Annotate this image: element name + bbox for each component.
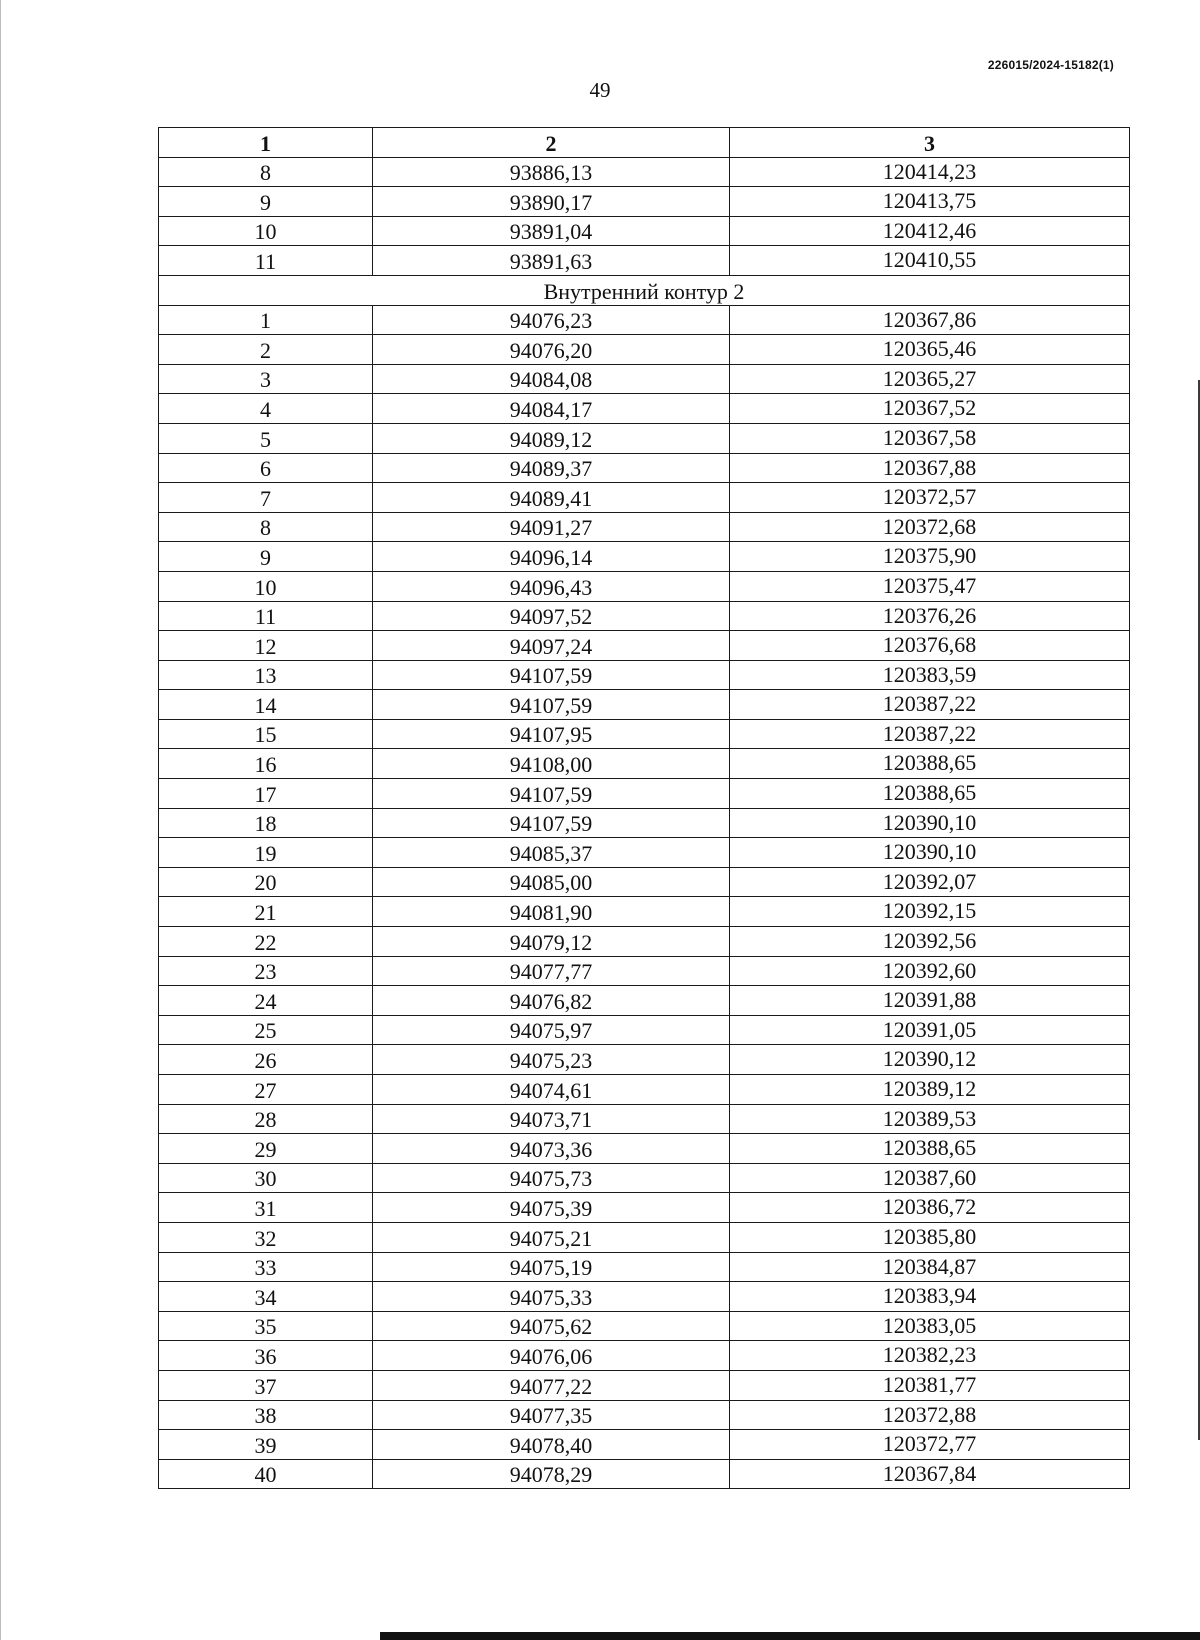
y-coordinate-cell: 120372,88 xyxy=(730,1400,1130,1430)
point-number-cell: 10 xyxy=(159,571,373,601)
x-coordinate-cell: 94077,77 xyxy=(373,956,730,986)
table-row xyxy=(159,956,1130,986)
point-number-cell: 13 xyxy=(159,660,373,690)
x-coordinate-cell: 94089,37 xyxy=(373,453,730,483)
point-number-cell: 32 xyxy=(159,1222,373,1252)
y-coordinate-cell: 120387,22 xyxy=(730,690,1130,720)
table-row xyxy=(159,1015,1130,1045)
point-number-cell: 10 xyxy=(159,216,373,246)
header-row xyxy=(159,128,1130,158)
point-number-cell: 12 xyxy=(159,631,373,661)
point-number-cell: 23 xyxy=(159,956,373,986)
point-number-cell: 19 xyxy=(159,838,373,868)
y-coordinate-cell: 120385,80 xyxy=(730,1222,1130,1252)
y-coordinate-cell: 120386,72 xyxy=(730,1193,1130,1223)
y-coordinate-cell: 120388,65 xyxy=(730,1134,1130,1164)
x-coordinate-cell: 94075,19 xyxy=(373,1252,730,1282)
x-coordinate-cell: 94073,71 xyxy=(373,1104,730,1134)
x-coordinate-cell: 94076,82 xyxy=(373,986,730,1016)
x-coordinate-cell: 94078,29 xyxy=(373,1459,730,1489)
point-number-cell: 11 xyxy=(159,246,373,276)
x-coordinate-cell: 94078,40 xyxy=(373,1430,730,1460)
y-coordinate-cell: 120383,94 xyxy=(730,1282,1130,1312)
table-row xyxy=(159,1400,1130,1430)
y-coordinate-cell: 120387,60 xyxy=(730,1163,1130,1193)
y-coordinate-cell: 120367,86 xyxy=(730,305,1130,335)
scan-left-edge xyxy=(0,0,1,1640)
point-number-cell: 9 xyxy=(159,187,373,217)
x-coordinate-cell: 94107,59 xyxy=(373,660,730,690)
table-row xyxy=(159,453,1130,483)
table-row xyxy=(159,246,1130,276)
y-coordinate-cell: 120375,47 xyxy=(730,571,1130,601)
x-coordinate-cell: 94084,08 xyxy=(373,364,730,394)
x-coordinate-cell: 94075,62 xyxy=(373,1311,730,1341)
x-coordinate-cell: 94073,36 xyxy=(373,1134,730,1164)
table-row xyxy=(159,690,1130,720)
point-number-cell: 28 xyxy=(159,1104,373,1134)
point-number-cell: 35 xyxy=(159,1311,373,1341)
point-number-cell: 15 xyxy=(159,719,373,749)
table-row xyxy=(159,927,1130,957)
y-coordinate-cell: 120413,75 xyxy=(730,187,1130,217)
y-coordinate-cell: 120367,58 xyxy=(730,423,1130,453)
y-coordinate-cell: 120388,65 xyxy=(730,779,1130,809)
point-number-cell: 20 xyxy=(159,867,373,897)
point-number-cell: 11 xyxy=(159,601,373,631)
y-coordinate-cell: 120375,90 xyxy=(730,542,1130,572)
y-coordinate-cell: 120383,59 xyxy=(730,660,1130,690)
table-row xyxy=(159,1163,1130,1193)
table-row xyxy=(159,1430,1130,1460)
table-row xyxy=(159,631,1130,661)
x-coordinate-cell: 94089,41 xyxy=(373,483,730,513)
y-coordinate-cell: 120376,68 xyxy=(730,631,1130,661)
point-number-cell: 30 xyxy=(159,1163,373,1193)
point-number-cell: 7 xyxy=(159,483,373,513)
y-coordinate-cell: 120410,55 xyxy=(730,246,1130,276)
table-row xyxy=(159,808,1130,838)
y-coordinate-cell: 120388,65 xyxy=(730,749,1130,779)
y-coordinate-cell: 120367,84 xyxy=(730,1459,1130,1489)
point-number-cell: 36 xyxy=(159,1341,373,1371)
x-coordinate-cell: 94075,21 xyxy=(373,1222,730,1252)
y-coordinate-cell: 120392,60 xyxy=(730,956,1130,986)
x-coordinate-cell: 94096,43 xyxy=(373,571,730,601)
header-col-2: 2 xyxy=(373,128,730,158)
table-row xyxy=(159,187,1130,217)
y-coordinate-cell: 120382,23 xyxy=(730,1341,1130,1371)
table-row xyxy=(159,542,1130,572)
table-row xyxy=(159,986,1130,1016)
point-number-cell: 8 xyxy=(159,157,373,187)
point-number-cell: 39 xyxy=(159,1430,373,1460)
table-row xyxy=(159,897,1130,927)
x-coordinate-cell: 94096,14 xyxy=(373,542,730,572)
x-coordinate-cell: 94084,17 xyxy=(373,394,730,424)
x-coordinate-cell: 94097,52 xyxy=(373,601,730,631)
y-coordinate-cell: 120376,26 xyxy=(730,601,1130,631)
y-coordinate-cell: 120391,05 xyxy=(730,1015,1130,1045)
table-row xyxy=(159,512,1130,542)
point-number-cell: 9 xyxy=(159,542,373,572)
x-coordinate-cell: 94075,23 xyxy=(373,1045,730,1075)
x-coordinate-cell: 94085,37 xyxy=(373,838,730,868)
table-row xyxy=(159,1459,1130,1489)
table-row xyxy=(159,1222,1130,1252)
y-coordinate-cell: 120372,68 xyxy=(730,512,1130,542)
y-coordinate-cell: 120367,52 xyxy=(730,394,1130,424)
table-row xyxy=(159,660,1130,690)
x-coordinate-cell: 94107,59 xyxy=(373,690,730,720)
y-coordinate-cell: 120384,87 xyxy=(730,1252,1130,1282)
x-coordinate-cell: 94107,95 xyxy=(373,719,730,749)
x-coordinate-cell: 94089,12 xyxy=(373,423,730,453)
x-coordinate-cell: 94075,39 xyxy=(373,1193,730,1223)
y-coordinate-cell: 120389,12 xyxy=(730,1075,1130,1105)
table-row xyxy=(159,335,1130,365)
point-number-cell: 38 xyxy=(159,1400,373,1430)
table-row xyxy=(159,1311,1130,1341)
table-row xyxy=(159,1252,1130,1282)
point-number-cell: 37 xyxy=(159,1370,373,1400)
x-coordinate-cell: 94077,35 xyxy=(373,1400,730,1430)
section-row xyxy=(159,275,1130,305)
point-number-cell: 6 xyxy=(159,453,373,483)
table-row xyxy=(159,1134,1130,1164)
table-row xyxy=(159,571,1130,601)
point-number-cell: 40 xyxy=(159,1459,373,1489)
x-coordinate-cell: 94091,27 xyxy=(373,512,730,542)
table-row xyxy=(159,749,1130,779)
table-row xyxy=(159,1104,1130,1134)
scan-bottom-bar xyxy=(380,1632,1200,1640)
x-coordinate-cell: 94097,24 xyxy=(373,631,730,661)
point-number-cell: 18 xyxy=(159,808,373,838)
table-row xyxy=(159,867,1130,897)
point-number-cell: 34 xyxy=(159,1282,373,1312)
y-coordinate-cell: 120367,88 xyxy=(730,453,1130,483)
x-coordinate-cell: 94107,59 xyxy=(373,779,730,809)
point-number-cell: 31 xyxy=(159,1193,373,1223)
table-header xyxy=(159,128,1130,158)
point-number-cell: 29 xyxy=(159,1134,373,1164)
x-coordinate-cell: 94085,00 xyxy=(373,867,730,897)
y-coordinate-cell: 120365,46 xyxy=(730,335,1130,365)
header-col-1: 1 xyxy=(159,128,373,158)
point-number-cell: 14 xyxy=(159,690,373,720)
table-row xyxy=(159,1045,1130,1075)
table-row xyxy=(159,157,1130,187)
table-row xyxy=(159,779,1130,809)
y-coordinate-cell: 120381,77 xyxy=(730,1370,1130,1400)
point-number-cell: 3 xyxy=(159,364,373,394)
y-coordinate-cell: 120392,56 xyxy=(730,927,1130,957)
table-body xyxy=(159,157,1130,1489)
x-coordinate-cell: 94076,06 xyxy=(373,1341,730,1371)
table-row xyxy=(159,719,1130,749)
x-coordinate-cell: 94108,00 xyxy=(373,749,730,779)
x-coordinate-cell: 93891,04 xyxy=(373,216,730,246)
x-coordinate-cell: 94075,73 xyxy=(373,1163,730,1193)
point-number-cell: 24 xyxy=(159,986,373,1016)
table-row xyxy=(159,1282,1130,1312)
point-number-cell: 21 xyxy=(159,897,373,927)
document-id: 226015/2024-15182(1) xyxy=(987,58,1114,72)
y-coordinate-cell: 120365,27 xyxy=(730,364,1130,394)
header-col-3: 3 xyxy=(730,128,1130,158)
x-coordinate-cell: 94077,22 xyxy=(373,1370,730,1400)
table-row xyxy=(159,364,1130,394)
x-coordinate-cell: 94107,59 xyxy=(373,808,730,838)
table-row xyxy=(159,1370,1130,1400)
table-row xyxy=(159,838,1130,868)
y-coordinate-cell: 120390,10 xyxy=(730,838,1130,868)
y-coordinate-cell: 120391,88 xyxy=(730,986,1130,1016)
x-coordinate-cell: 93890,17 xyxy=(373,187,730,217)
table-row xyxy=(159,1193,1130,1223)
point-number-cell: 22 xyxy=(159,927,373,957)
y-coordinate-cell: 120392,07 xyxy=(730,867,1130,897)
point-number-cell: 33 xyxy=(159,1252,373,1282)
point-number-cell: 2 xyxy=(159,335,373,365)
y-coordinate-cell: 120387,22 xyxy=(730,719,1130,749)
point-number-cell: 5 xyxy=(159,423,373,453)
point-number-cell: 4 xyxy=(159,394,373,424)
y-coordinate-cell: 120372,77 xyxy=(730,1430,1130,1460)
y-coordinate-cell: 120383,05 xyxy=(730,1311,1130,1341)
table-row xyxy=(159,216,1130,246)
point-number-cell: 8 xyxy=(159,512,373,542)
table-row xyxy=(159,394,1130,424)
x-coordinate-cell: 93886,13 xyxy=(373,157,730,187)
section-label: Внутренний контур 2 xyxy=(159,275,1130,305)
point-number-cell: 1 xyxy=(159,305,373,335)
x-coordinate-cell: 93891,63 xyxy=(373,246,730,276)
page-number: 49 xyxy=(589,78,611,102)
x-coordinate-cell: 94075,33 xyxy=(373,1282,730,1312)
y-coordinate-cell: 120389,53 xyxy=(730,1104,1130,1134)
x-coordinate-cell: 94076,20 xyxy=(373,335,730,365)
y-coordinate-cell: 120372,57 xyxy=(730,483,1130,513)
point-number-cell: 27 xyxy=(159,1075,373,1105)
x-coordinate-cell: 94074,61 xyxy=(373,1075,730,1105)
x-coordinate-cell: 94076,23 xyxy=(373,305,730,335)
x-coordinate-cell: 94079,12 xyxy=(373,927,730,957)
y-coordinate-cell: 120412,46 xyxy=(730,216,1130,246)
table-row xyxy=(159,305,1130,335)
point-number-cell: 17 xyxy=(159,779,373,809)
table-row xyxy=(159,601,1130,631)
table-row xyxy=(159,1341,1130,1371)
point-number-cell: 25 xyxy=(159,1015,373,1045)
y-coordinate-cell: 120390,10 xyxy=(730,808,1130,838)
point-number-cell: 26 xyxy=(159,1045,373,1075)
x-coordinate-cell: 94075,97 xyxy=(373,1015,730,1045)
y-coordinate-cell: 120392,15 xyxy=(730,897,1130,927)
table-row xyxy=(159,423,1130,453)
y-coordinate-cell: 120390,12 xyxy=(730,1045,1130,1075)
x-coordinate-cell: 94081,90 xyxy=(373,897,730,927)
table-row xyxy=(159,483,1130,513)
y-coordinate-cell: 120414,23 xyxy=(730,157,1130,187)
coordinates-table xyxy=(158,127,1130,1489)
point-number-cell: 16 xyxy=(159,749,373,779)
table-row xyxy=(159,1075,1130,1105)
